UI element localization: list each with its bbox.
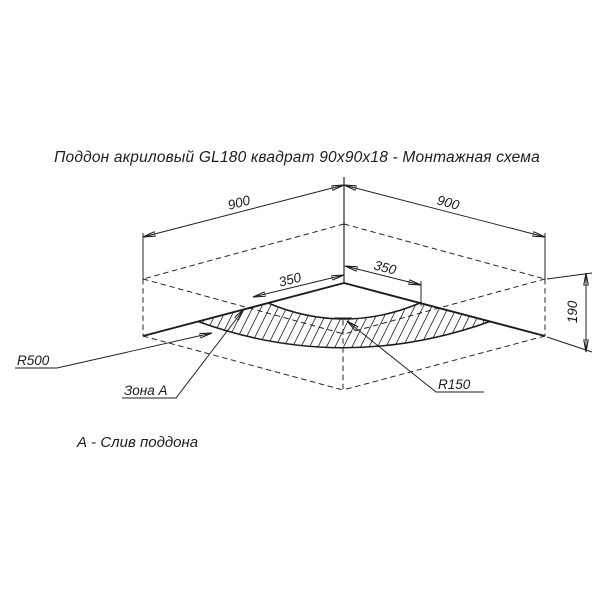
- tray-edge-right: [344, 283, 545, 336]
- dashed-bottom-near-left: [143, 336, 343, 390]
- hatch-line: [476, 296, 514, 372]
- hatch-line: [501, 296, 539, 372]
- label-r150: [347, 321, 484, 392]
- label-text-zone-a: Зона А: [124, 383, 168, 398]
- dashed-edge-far-left: [143, 224, 344, 279]
- drawing-title: Поддон акриловый GL180 квадрат 90x90x18 - Монтажная схема: [54, 149, 540, 166]
- label-text-r150: R150: [438, 377, 471, 392]
- hatch-line: [340, 296, 378, 372]
- zone-curve-r500: [198, 322, 490, 348]
- dashed-edge-near-right: [344, 279, 545, 334]
- label-text-r500: R500: [17, 353, 50, 368]
- extension-line-190-bottom: [547, 337, 592, 352]
- dimension-190: [547, 273, 592, 352]
- dim-text-350-left: 350: [277, 269, 303, 290]
- dimension-350-right: [345, 258, 421, 306]
- hatch-line: [297, 296, 335, 372]
- hatch-line: [178, 296, 216, 372]
- hatch-line: [289, 296, 327, 372]
- hatch-line: [280, 296, 318, 372]
- label-zone-a: [122, 309, 244, 398]
- dimension-350-left: [253, 270, 344, 297]
- hatch-line: [374, 296, 412, 372]
- hatch-line: [484, 296, 522, 372]
- drain-note: А - Слив поддона: [77, 434, 199, 451]
- zone-a-hatching: [178, 296, 539, 372]
- hatch-line: [212, 296, 250, 372]
- hatch-line: [493, 296, 531, 372]
- hidden-bottom-square: [143, 320, 545, 390]
- hatch-line: [467, 296, 505, 372]
- hatch-line: [238, 296, 276, 372]
- hatch-line: [255, 296, 293, 372]
- hatch-line: [348, 296, 386, 372]
- hatch-line: [459, 296, 497, 372]
- hatch-line: [314, 296, 352, 372]
- hatch-line: [357, 296, 395, 372]
- dim-text-900-left: 900: [226, 192, 252, 213]
- extension-line-190-top: [547, 273, 592, 279]
- dim-text-900-right: 900: [435, 192, 461, 213]
- hatch-line: [382, 296, 420, 372]
- hatch-line: [263, 296, 301, 372]
- dim-line-900-right: [344, 185, 545, 237]
- hatch-line: [323, 296, 361, 372]
- hatch-line: [425, 296, 463, 372]
- hatch-line: [399, 296, 437, 372]
- hatch-line: [306, 296, 344, 372]
- hatch-line: [450, 296, 488, 372]
- dim-text-350-right: 350: [372, 257, 398, 278]
- label-r500: [15, 333, 212, 368]
- dimension-900-left: [143, 185, 344, 281]
- hatch-line: [195, 296, 233, 372]
- dim-text-190: 190: [565, 300, 580, 324]
